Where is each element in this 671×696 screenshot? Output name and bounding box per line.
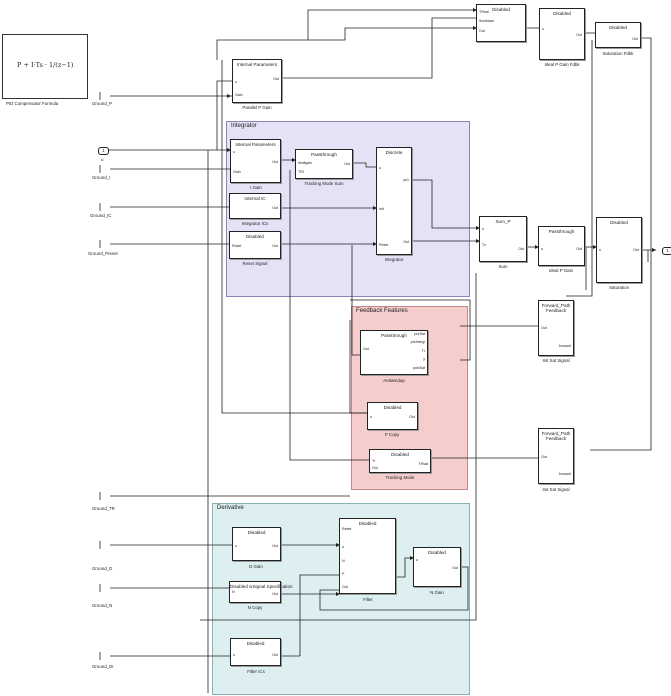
port-forward: forward	[559, 344, 571, 348]
block-title: Passthrough	[548, 229, 575, 234]
ground-tr-label: Ground_TR	[92, 506, 115, 511]
block-title: Disabled	[247, 530, 266, 535]
block-title: Discrete	[385, 150, 403, 155]
port-out: Out	[541, 455, 547, 459]
block-title: Disabled	[391, 452, 409, 457]
block-title: Disabled	[553, 11, 571, 16]
block-title: Internal Parameters	[236, 62, 278, 67]
saturation-name: Saturation	[608, 285, 630, 290]
ground-i-label: Ground_I	[92, 175, 111, 180]
integrator-area-title: Integrator	[231, 123, 257, 129]
integrator-name: Integrator	[384, 257, 404, 262]
tracking-mode-name: Tracking Mode	[385, 475, 415, 480]
block-title: Passthrough	[381, 333, 407, 338]
n-copy-name: N Copy	[247, 605, 263, 610]
block-title: Sum_P	[495, 219, 511, 224]
block-title: Disabled	[492, 7, 510, 12]
port-trsat: TRsat	[418, 462, 428, 466]
port-u: u	[379, 166, 381, 170]
block-title: Forward_Path	[541, 431, 571, 436]
port-u: u	[233, 653, 235, 657]
outport-number: 1	[666, 248, 669, 253]
port-p: P	[342, 572, 345, 576]
port-u: u	[235, 544, 237, 548]
port-gain: Gain	[233, 170, 241, 174]
block-title: Disabled	[383, 405, 402, 410]
port-out: Out	[272, 160, 278, 164]
sum-name: Sum	[498, 264, 508, 269]
block-title: Internal IC	[244, 196, 266, 201]
ground-p-label: Ground_P	[92, 101, 113, 106]
port-out: Out	[363, 347, 369, 351]
port-y: y	[423, 357, 425, 361]
port-reset: Reset	[342, 527, 352, 531]
formula-text: P + I·Ts · 1/(z−1)	[17, 61, 74, 69]
port-out: Out	[541, 326, 547, 330]
port-out: Out	[272, 206, 278, 210]
port-out: Out	[576, 247, 582, 251]
filter-ics-name: Filter ICs	[247, 669, 265, 674]
block-subtitle: Feedback	[545, 436, 567, 441]
block-title: Forward_Path	[541, 303, 571, 308]
inport-label: u	[101, 157, 104, 162]
parallel-p-gain-name: Parallel P Gain	[242, 105, 272, 110]
port-out: Out	[518, 247, 524, 251]
port-out: Out	[272, 544, 278, 548]
port-reset: Reset	[232, 244, 242, 248]
ideal-p-gain-fdbk-name: Ideal P Gain Fdbk	[544, 62, 580, 67]
port-preintegr: preIntegr	[410, 340, 425, 344]
n-gain-name: N Gain	[430, 590, 444, 595]
ground-ic-label: Ground_IC	[90, 213, 112, 218]
port-u: u	[482, 227, 484, 231]
port-presat: preSat	[414, 332, 425, 336]
ground-di-label: Ground_DI	[92, 664, 114, 669]
init-sat-signal-1-name: Init Sat Signal	[542, 358, 570, 363]
port-out: Out	[632, 37, 638, 41]
port-u: u	[599, 248, 601, 252]
port-u: u	[370, 415, 372, 419]
formula-caption: PID Compensator Formula	[6, 101, 59, 106]
block-title: Disabled	[246, 641, 265, 646]
port-out: Out	[633, 248, 639, 252]
port-u: u	[542, 27, 544, 31]
port-out: Out	[576, 33, 582, 37]
port-u: u	[235, 80, 237, 84]
ground-n-label: Ground_N	[92, 603, 113, 608]
port-u: u	[416, 558, 418, 562]
port-out: Out	[272, 244, 278, 248]
block-title: Disabled	[428, 550, 446, 555]
port-trsat: TRsat	[479, 10, 489, 14]
block-subtitle: Feedback	[545, 308, 567, 313]
port-out: Out	[342, 585, 348, 589]
port-out: Out	[272, 592, 278, 596]
port-n: N	[342, 559, 345, 563]
filter-name: Filter	[363, 597, 373, 602]
port-tx: Tx	[482, 243, 486, 247]
port-out: Out	[479, 29, 485, 33]
reset-signal-name: Reset Signal	[242, 261, 268, 266]
port-out: Out	[409, 415, 415, 419]
saturation-fdbk-name: Saturation Fdbk	[602, 51, 634, 56]
block-title: Internal Parameters	[235, 142, 276, 147]
block-title: Disabled	[358, 521, 377, 526]
d-gain-name: D Gain	[249, 564, 263, 569]
port-out: Out	[344, 162, 350, 166]
port-postsat: postSat	[412, 366, 425, 370]
block-title: Disabled wSignal Specification	[230, 584, 293, 589]
port-forward: forward	[559, 472, 571, 476]
port-out: Out	[452, 566, 458, 570]
ideal-p-gain-name: Ideal P Gain	[548, 268, 574, 273]
port-sumbase: Sumbase	[479, 19, 495, 23]
ground-preset-label: Ground_Preset	[88, 251, 118, 256]
i-gain-name: I Gain	[250, 185, 262, 190]
ground-d-label: Ground_D	[92, 566, 113, 571]
port-tri: TRI	[298, 170, 304, 174]
feedback-area-title: Feedback Features	[356, 308, 408, 314]
p-copy-name: P Copy	[384, 432, 400, 437]
port-u: u	[342, 545, 344, 549]
inport-number: 1	[102, 148, 105, 153]
derivative-area-title: Derivative	[217, 505, 244, 511]
block-title: Disabled	[610, 220, 628, 225]
port-out: Out	[272, 653, 278, 657]
antiwindup-name: Antiwindup	[383, 378, 405, 383]
port-gain: Gain	[235, 93, 243, 97]
port-out: Out	[273, 77, 279, 81]
block-title: Disabled	[609, 25, 627, 30]
port-ilimitgain: Ilimitgain	[298, 161, 313, 165]
port-tr: Tr	[421, 349, 425, 353]
port-u: u	[541, 247, 543, 251]
port-out: Out	[403, 240, 409, 244]
port-tr: Tr	[372, 459, 376, 463]
integrator-ics-name: Integrator ICs	[241, 221, 269, 226]
port-yn1: yn1	[403, 178, 409, 182]
port-init: Init	[379, 207, 384, 211]
port-n: N	[232, 590, 235, 594]
port-reset: Reset	[379, 243, 389, 247]
tracking-mode-sum-name: Tracking Mode Sum	[304, 181, 344, 186]
block-title: Passthrough	[311, 152, 337, 157]
port-out: Out	[372, 466, 378, 470]
block-title: Disabled	[246, 234, 264, 239]
init-sat-signal-2-name: Init Sat Signal	[542, 487, 570, 492]
port-u: u	[233, 150, 235, 154]
